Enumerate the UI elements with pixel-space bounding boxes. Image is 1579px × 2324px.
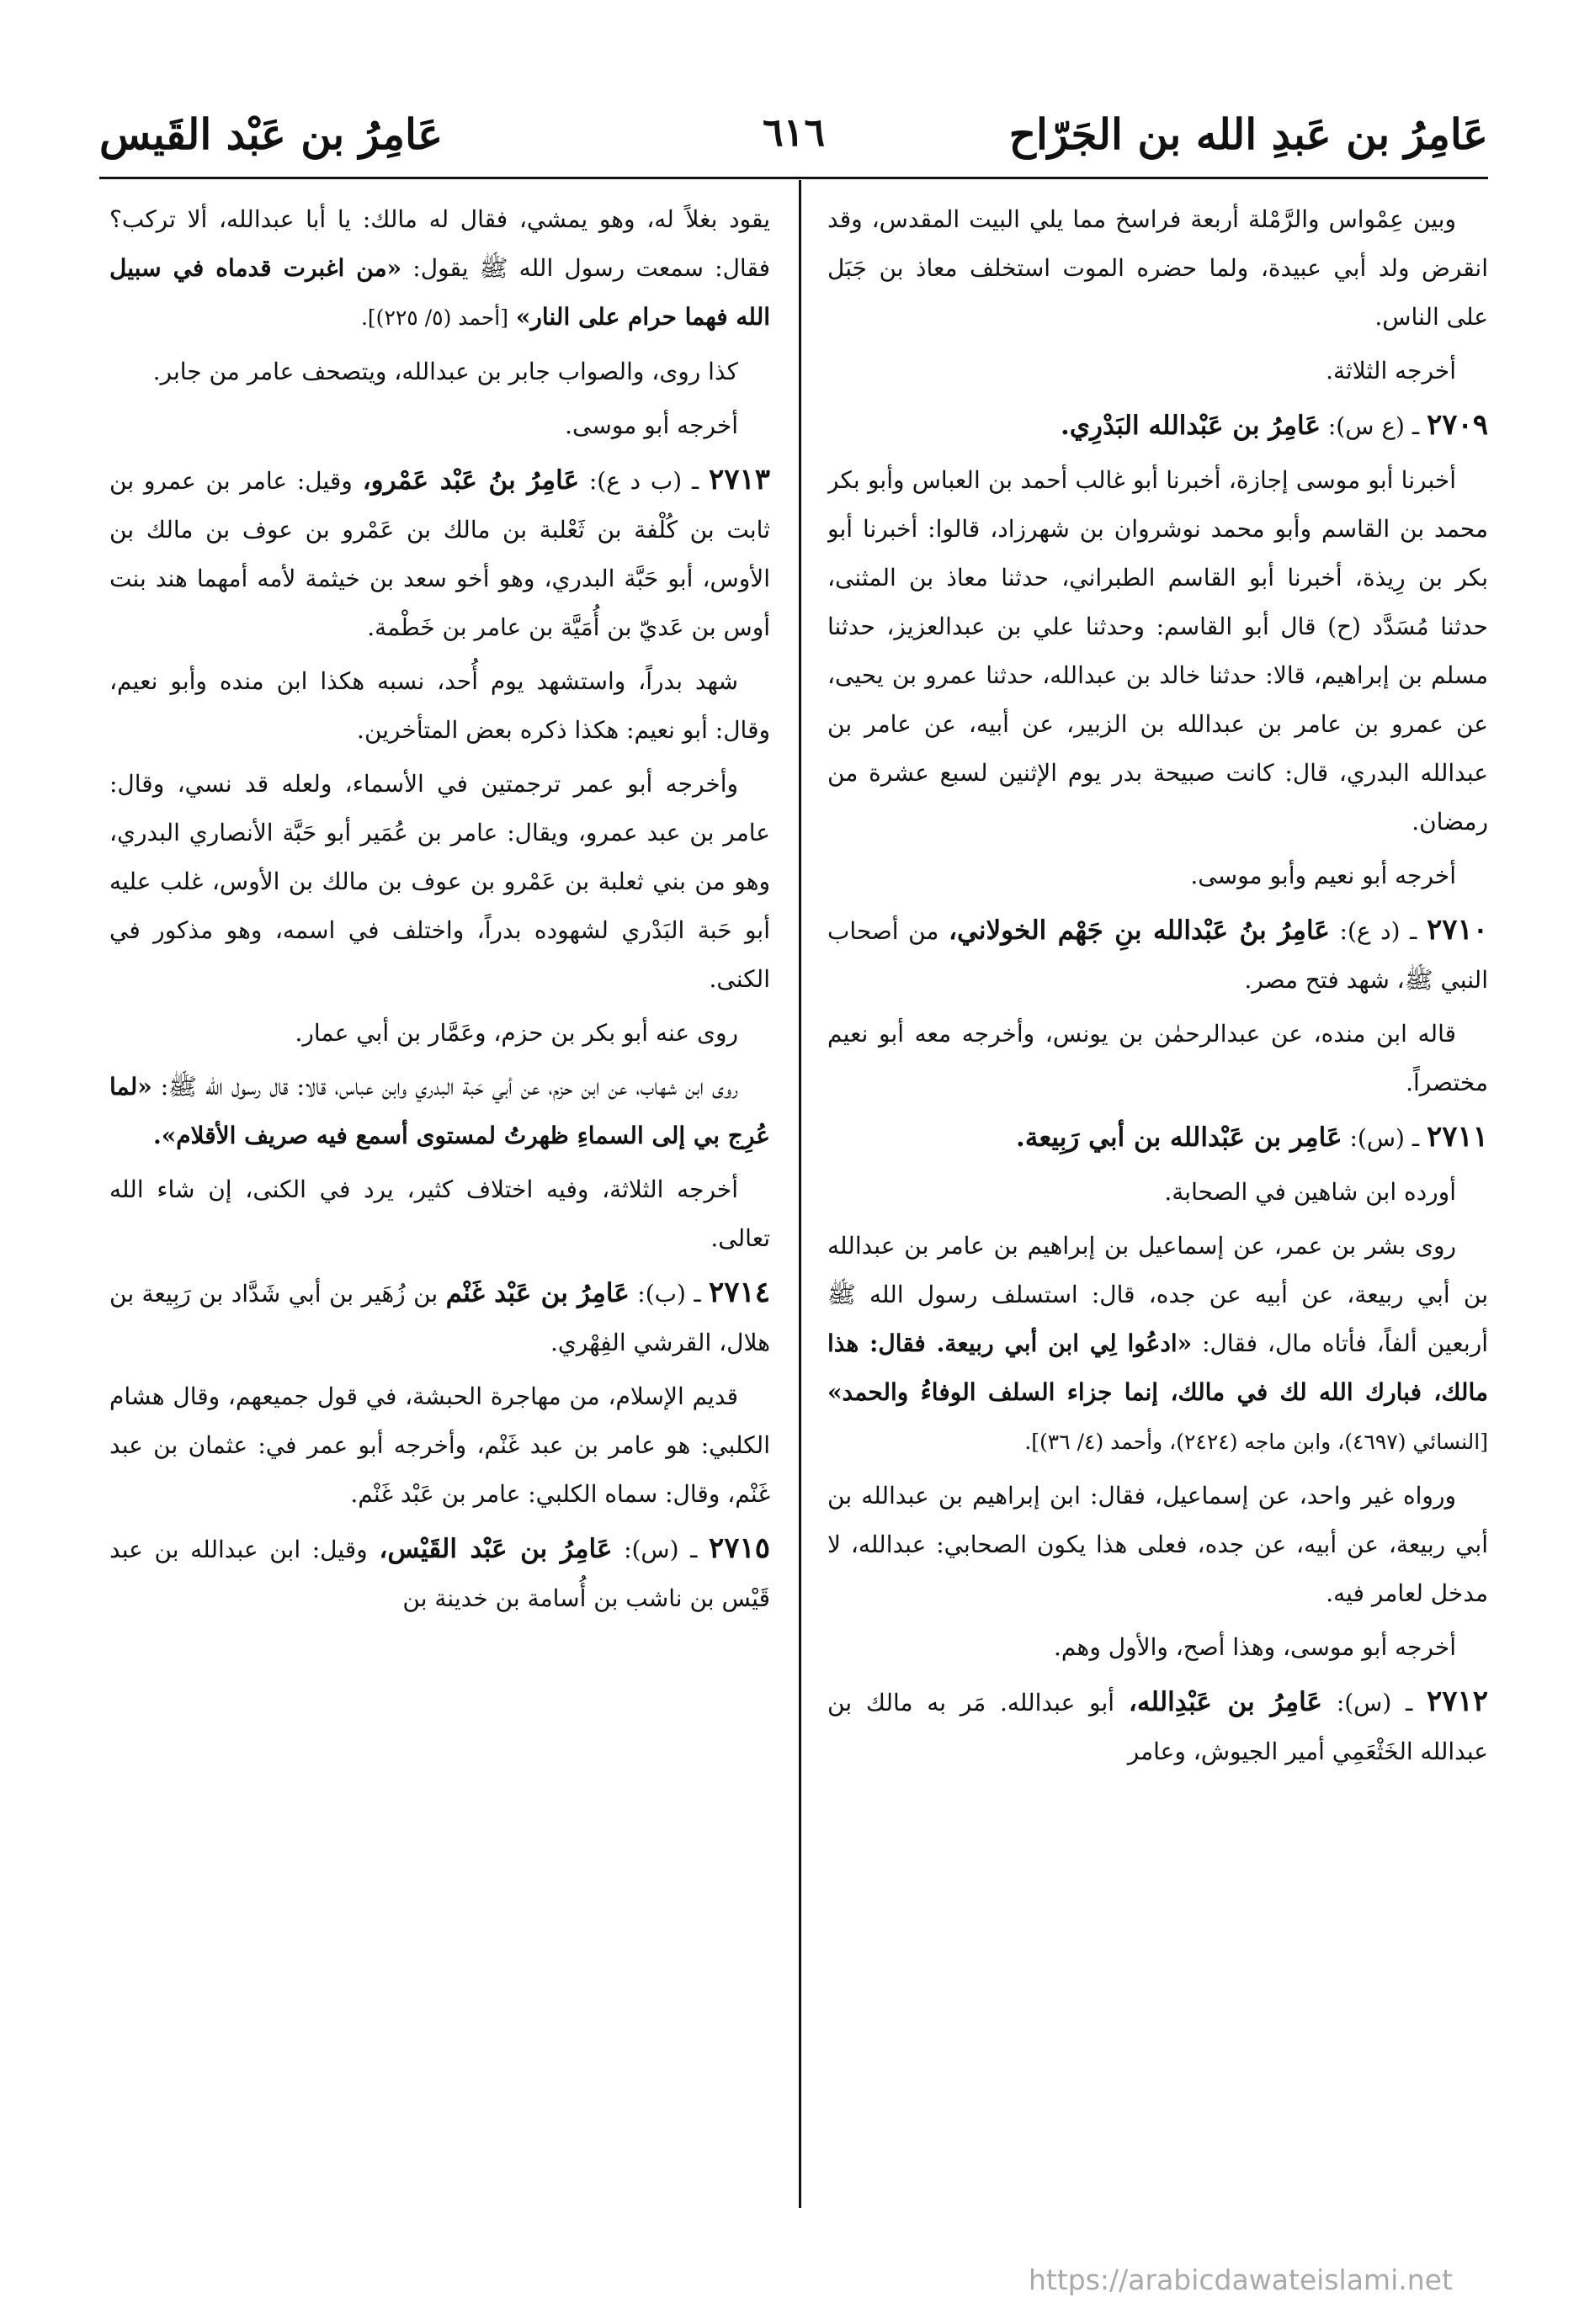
hadith-quote: «ادعُوا لِي ابن أبي ربيعة. فقال: هذا مالك، فبارك الله لك في مالك، إنما جزاء السلف الوفاءُ والحمد» [827,1329,1488,1406]
paragraph-text: روى بشر بن عمر، عن إسماعيل بن إبراهيم بن عامر بن عبدالله بن أبي ربيعة، عن أبيه عن جده، قال: استسلف رسول الله ﷺ أربعين ألفاً، فأتاه مال، فقال: [827,1232,1488,1357]
entry-name: عَامِرُ بن عَبْدالله البَدْرِي. [1060,411,1321,441]
header-rule [99,177,1488,179]
paragraph-text: يقود بغلاً له، وهو يمشي، فقال له مالك: يا أبا عبدالله، ألا تركب؟ فقال: سمعت رسول الله ﷺ يقول: [109,205,770,282]
hadith-quote: «من اغبرت قدماه في سبيل الله فهما حرام على النار» [109,254,770,331]
entry-name: عَامِرُ بنُ عَبْدالله بنِ جَهْم الخولاني، [949,915,1330,946]
paragraph: أخرجه الثلاثة. [1326,357,1456,385]
entry-tag: ـ (ع س): [1327,412,1420,440]
paragraph: أخرجه أبو موسى. [565,411,738,439]
running-title-right: عَامِرُ بن عَبدِ الله بن الجَرّاح [1008,109,1488,159]
entry-number: ٢٧٠٩ [1426,408,1488,442]
entry-2715 [109,1524,770,1623]
entry-number: ٢٧١٢ [1426,1685,1488,1718]
paragraph: وأخرجه أبو عمر ترجمتين في الأسماء، ولعله قد نسي، وقال: عامر بن عبد عمرو، ويقال: عامر بن عُمَير أبو حَبَّة الأنصاري البدري، وهو من بني ثعلبة بن عَمْرو بن عوف بن مالك بن الأوس، غلب عليه أبو حَبة البَدْري لشهوده بدراً، واختلف في اسمه، وهو مذكور في الكنى. [109,770,770,993]
entry-tag: ـ (ب د ع): [588,467,699,495]
paragraph: شهد بدراً، واستشهد يوم أُحد، نسبه هكذا ابن منده وأبو نعيم، وقال: أبو نعيم: هكذا ذكره بعض المتأخرين. [109,667,770,744]
paragraph: وبين عِمْواس والرَّمْلة أربعة فراسخ مما يلي البيت المقدس، وقد انقرض ولد أبي عبيدة، ولما حضره الموت استخلف معاذ بن جَبَل على الناس. [827,205,1488,331]
entry-2714 [109,1268,770,1367]
paragraph: أخرجه أبو نعيم وأبو موسى. [1190,862,1456,889]
entry-2709 [827,401,1488,451]
entry-tag: ـ (س): [1349,1124,1420,1152]
entry-name: عَامِرُ بن عَبْد القَيْس، [379,1534,613,1564]
right-column [827,195,1488,2223]
paragraph: كذا روى، والصواب جابر بن عبدالله، ويتصحف عامر من جابر. [152,358,738,385]
entry-2711 [827,1112,1488,1163]
paragraph: قديم الإسلام، من مهاجرة الحبشة، في قول جميعهم، وقال هشام الكلبي: هو عامر بن عبد غَنْم، وأخرجه أبو عمر في: عثمان بن عبد غَنْم، وقال: سماه الكلبي: عامر بن عَبْد غَنْم. [109,1382,770,1508]
entry-2712 [827,1677,1488,1776]
source-citation: [أحمد (٥/ ٢٢٥)]. [360,305,508,330]
entry-tag: ـ (د ع): [1339,917,1417,945]
entry-tag: ـ (س): [624,1536,698,1563]
entry-number: ٢٧١٠ [1426,913,1488,947]
entry-number: ٢٧١٤ [708,1276,770,1309]
page-number: ٦١٦ [762,109,826,155]
paragraph-text: روى ابن شهاب، عن ابن حزم، عن أبي حَبة البدري وابن عباس، قالا: قال رسول الله ﷺ: [160,1073,739,1101]
hadith-quote: «لما عُرِج بي إلى السماءِ ظهرتُ لمستوى أسمع فيه صريف الأقلام». [109,1073,770,1149]
entry-body: من أصحاب النبي ﷺ، شهد فتح مصر. [827,917,1488,994]
entry-tag: ـ (س): [1336,1689,1413,1716]
watermark-url: https://arabicdawateislami.net [1029,2263,1453,2296]
paragraph [109,1063,770,1160]
entry-name: عَامِرُ بن عَبْدِالله، [1128,1687,1323,1717]
paragraph: قاله ابن منده، عن عبدالرحمٰن بن يونس، وأخرجه معه أبو نعيم مختصراً. [827,1020,1488,1096]
entry-body: بن زُهَير بن أبي شَدَّاد بن رَبِيعة بن هلال، القرشي الفِهْري. [109,1280,770,1356]
entry-body: وقيل: عامر بن عمرو بن ثابت بن كُلْفة بن ثَعْلبة بن مالك بن عَمْرو بن عوف بن مالك بن الأوس، أبو حَبَّة البدري، وهو أخو سعد بن خيثمة لأمه أمهما هند بنت أوس بن عَديّ بن أُمَيَّة بن عامر بن خَطْمة. [109,467,770,641]
entry-body: وقيل: ابن عبدالله بن عبد قَيْس بن ناشب بن أُسامة بن خدينة بن [109,1536,770,1612]
entry-name: عَامِرُ بنُ عَبْد عَمْرو، [362,465,580,496]
running-title-left: عَامِرُ بن عَبْد القَيس [99,109,444,159]
entry-2710 [827,905,1488,1005]
entry-number: ٢٧١٥ [708,1531,770,1565]
paragraph: أورده ابن شاهين في الصحابة. [1164,1178,1456,1206]
source-citation: [النسائي (٤٦٩٧)، وابن ماجه (٢٤٢٤)، وأحمد (٤/ ٣٦)]. [1024,1430,1488,1454]
entry-body: أبو عبدالله. مَر به مالك بن عبدالله الخَثْعَمِي أمير الجيوش، وعامر [827,1689,1488,1765]
page-header [99,93,1488,170]
paragraph [109,195,770,342]
column-divider [799,180,801,2208]
entry-number: ٢٧١٣ [708,463,770,496]
paragraph: ورواه غير واحد، عن إسماعيل، فقال: ابن إبراهيم بن عبدالله بن أبي ربيعة، عن أبيه، عن جده، فعلى هذا يكون الصحابي: عبدالله، لا مدخل لعامر فيه. [827,1482,1488,1607]
paragraph: أخرجه الثلاثة، وفيه اختلاف كثير، يرد في الكنى، إن شاء الله تعالى. [109,1175,770,1252]
left-column [109,195,770,2223]
paragraph: أخرجه أبو موسى، وهذا أصح، والأول وهم. [1054,1633,1456,1661]
paragraph: أخبرنا أبو موسى إجازة، أخبرنا أبو غالب أحمد بن العباس وأبو بكر محمد بن القاسم وأبو محمد نوشروان بن شهرزاد، قالوا: أخبرنا أبو بكر بن رِيذة، أخبرنا أبو القاسم الطبراني، حدثنا معاذ بن المثنى، حدثنا مُسَدَّد (ح) قال أبو القاسم: وحدثنا علي بن عبدالعزيز، حدثنا مسلم بن إبراهيم، قالا: حدثنا خالد بن عبدالله، حدثنا عمرو بن يحيى، عن عمرو بن عامر بن عبدالله بن الزبير، عن أبيه، عن عامر بن عبدالله البدري، قال: كانت صبيحة بدر يوم الإثنين لسبع عشرة من رمضان. [827,466,1488,836]
entry-name: عَامِر بن عَبْدالله بن أبي رَبِيعة. [1016,1122,1342,1153]
entry-2713 [109,455,770,652]
entry-tag: ـ (ب): [637,1280,701,1308]
paragraph: روى عنه أبو بكر بن حزم، وعَمَّار بن أبي عمار. [295,1019,738,1047]
paragraph [827,1222,1488,1467]
entry-number: ٢٧١١ [1426,1120,1488,1154]
entry-name: عَامِرُ بن عَبْد غَنْم [445,1278,630,1308]
